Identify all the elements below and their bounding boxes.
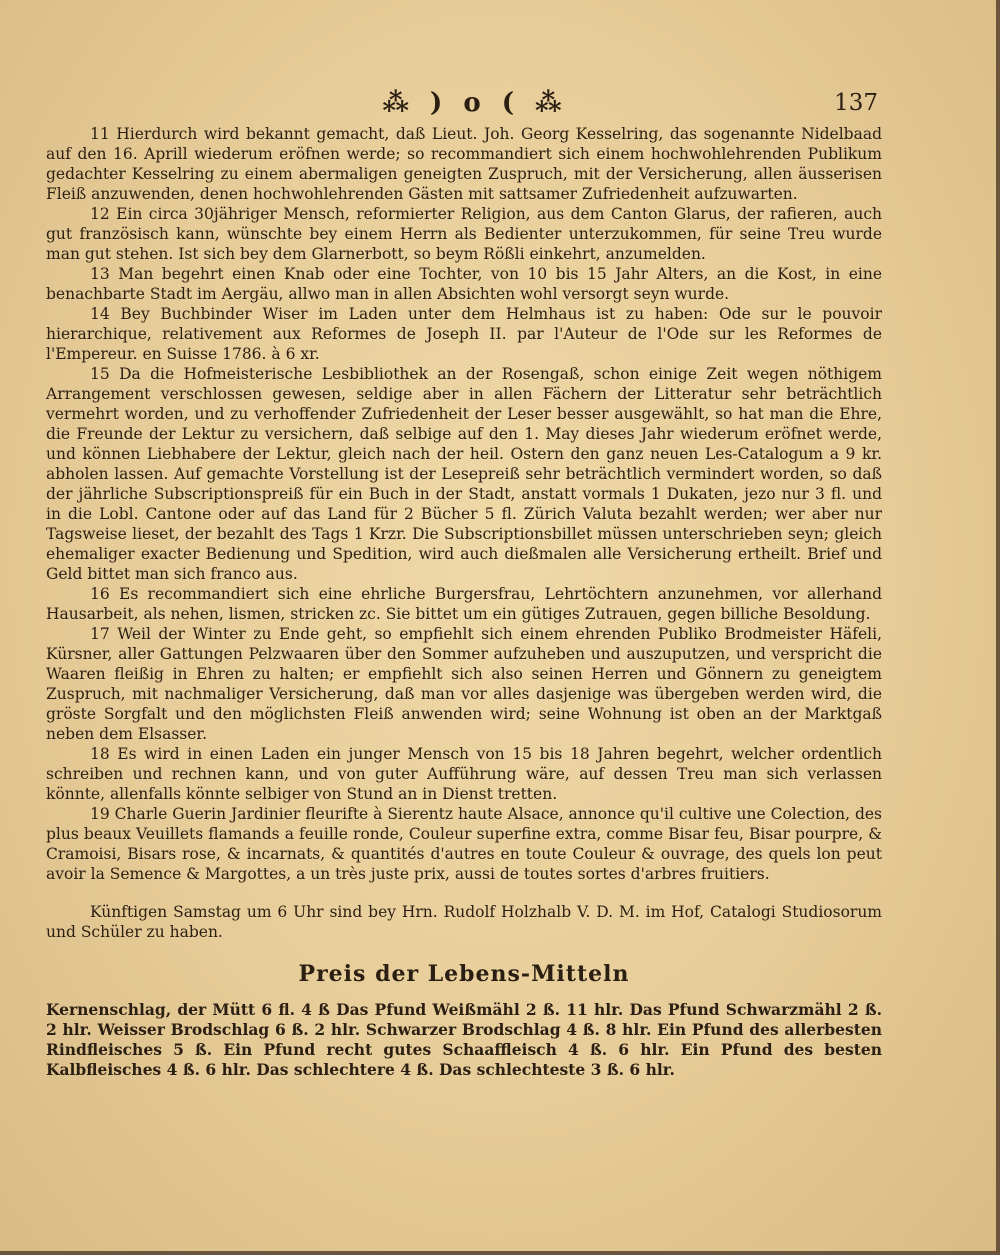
page-body: [46, 124, 882, 1080]
advertisement-14: 14 Bey Buchbinder Wiser im Laden unter dem Helmhaus ist zu haben: Ode sur le pouvoir hierarchique, relativement aux Reformes de Joseph II. par l'Auteur de l'Ode sur les Reformes de l'Empereur. en Suisse 1786. à 6 xr.: [46, 305, 882, 363]
advertisement-19: 19 Charle Guerin Jardinier fleurifte à Sierentz haute Alsace, annonce qu'il cultive une Colection, des plus beaux Veuillets flamands a feuille ronde, Couleur superfine extra, comme Bisar feu, Bisar pourpre, & Cramoisi, Bisars rose, & incarnats, & quantités d'autres en toute Couleur & ouvrage, des quels lon peut avoir la Semence & Margottes, a un très juste prix, aussi de toutes sortes d'arbres fruitiers.: [46, 805, 882, 883]
advertisement-18: 18 Es wird in einen Laden ein junger Mensch von 15 bis 18 Jahren begehrt, welcher ordentlich schreiben und rechnen kann, und von guter Aufführung wäre, auf dessen Treu man sich verlassen könnte, allenfalls könnte selbiger von Stund an in Dienst tretten.: [46, 745, 882, 803]
header-ornament: ⁂ ) o ( ⁂: [382, 88, 568, 118]
advertisement-12: 12 Ein circa 30jähriger Mensch, reformierter Religion, aus dem Canton Glarus, der rafieren, auch gut französisch kann, wünschte bey einem Herrn als Bedienter unterzukommen, für seine Treu wurde man gut stehen. Ist sich bey dem Glarnerbott, so beym Rößli einkehrt, anzumelden.: [46, 205, 882, 263]
advertisement-11: 11 Hierdurch wird bekannt gemacht, daß Lieut. Joh. Georg Kesselring, das sogenannte Nidelbaad auf den 16. Aprill wiederum eröfnen werde; so recommandiert sich einem hochwohlehrenden Publikum gedachter Kesselring zu einem abermaligen geneigten Zuspruch, mit der Versicherung, allen äusserisen Fleiß anzuwenden, denen hochwohlehrenden Gästen mit sattsamer Zufriedenheit aufzuwarten.: [46, 125, 882, 203]
advertisement-16: 16 Es recommandiert sich eine ehrliche Burgersfrau, Lehrtöchtern anzunehmen, vor allerhand Hausarbeit, als nehen, lismen, stricken zc. Sie bittet um ein gütiges Zutrauen, gegen billiche Besoldung.: [46, 585, 882, 623]
advertisement-17: 17 Weil der Winter zu Ende geht, so empfiehlt sich einem ehrenden Publiko Brodmeister Häfeli, Kürsner, aller Gattungen Pelzwaaren über den Sommer aufzuheben und auszuputzen, und verspricht die Waaren fleißig in Ehren zu halten; er empfiehlt sich also seinen Herren und Gönnern zu geneigtem Zuspruch, mit nachmaliger Versicherung, daß man vor alles dasjenige was übergeben werden wird, die gröste Sorgfalt und den möglichsten Fleiß anwenden wird; seine Wohnung ist oben an der Marktgaß neben dem Elsasser.: [46, 625, 882, 743]
catalogue-notice: Künftigen Samstag um 6 Uhr sind bey Hrn. Rudolf Holzhalb V. D. M. im Hof, Catalogi Studiosorum und Schüler zu haben.: [46, 903, 882, 941]
page-number: 137: [834, 90, 878, 116]
price-heading: Preis der Lebens-Mitteln: [298, 961, 630, 987]
price-list: Kernenschlag, der Mütt 6 fl. 4 ß Das Pfund Weißmähl 2 ß. 11 hlr. Das Pfund Schwarzmähl 2 ß. 2 hlr. Weisser Brodschlag 6 ß. 2 hlr. Schwarzer Brodschlag 4 ß. 8 hlr. Ein Pfund des allerbesten Rindfleisches 5 ß. Ein Pfund recht gutes Schaaffleisch 4 ß. 6 hlr. Ein Pfund des besten Kalbfleisches 4 ß. 6 hlr. Das schlechtere 4 ß. Das schlechteste 3 ß. 6 hlr.: [46, 1000, 882, 1079]
advertisement-15: 15 Da die Hofmeisterische Lesbibliothek an der Rosengaß, schon einige Zeit wegen nöthigem Arrangement verschlossen gewesen, seldige aber in allen Fächern der Litteratur sehr beträchtlich vermehrt worden, und zu verhoffender Zufriedenheit der Leser besser ausgewählt, so hat man die Ehre, die Freunde der Lektur zu versichern, daß selbige auf den 1. May dieses Jahr wiederum eröfnet werde, und können Liebhabere der Lektur, gleich nach der heil. Ostern den ganz neuen Les-Catalogum a 9 kr. abholen lassen. Auf gemachte Vorstellung ist der Lesepreiß sehr beträchtlich vermindert worden, so daß der jährliche Subscriptionspreiß für ein Buch in der Stadt, anstatt vormals 1 Dukaten, jezo nur 3 fl. und in die Lobl. Cantone oder auf das Land für 2 Bücher 5 fl. Zürich Valuta bezahlt werden; wer aber nur Tagsweise lieset, der bezahlt des Tags 1 Krzr. Die Subscriptionsbillet müssen unterschrieben seyn; gleich ehemaliger exacter Bedienung und Spedition, wird auch dießmalen alle Versicherung ertheilt. Brief und Geld bittet man sich franco aus.: [46, 365, 882, 583]
advertisement-13: 13 Man begehrt einen Knab oder eine Tochter, von 10 bis 15 Jahr Alters, an die Kost, in eine benachbarte Stadt im Aergäu, allwo man in allen Absichten wohl versorgt seyn wurde.: [46, 265, 882, 303]
